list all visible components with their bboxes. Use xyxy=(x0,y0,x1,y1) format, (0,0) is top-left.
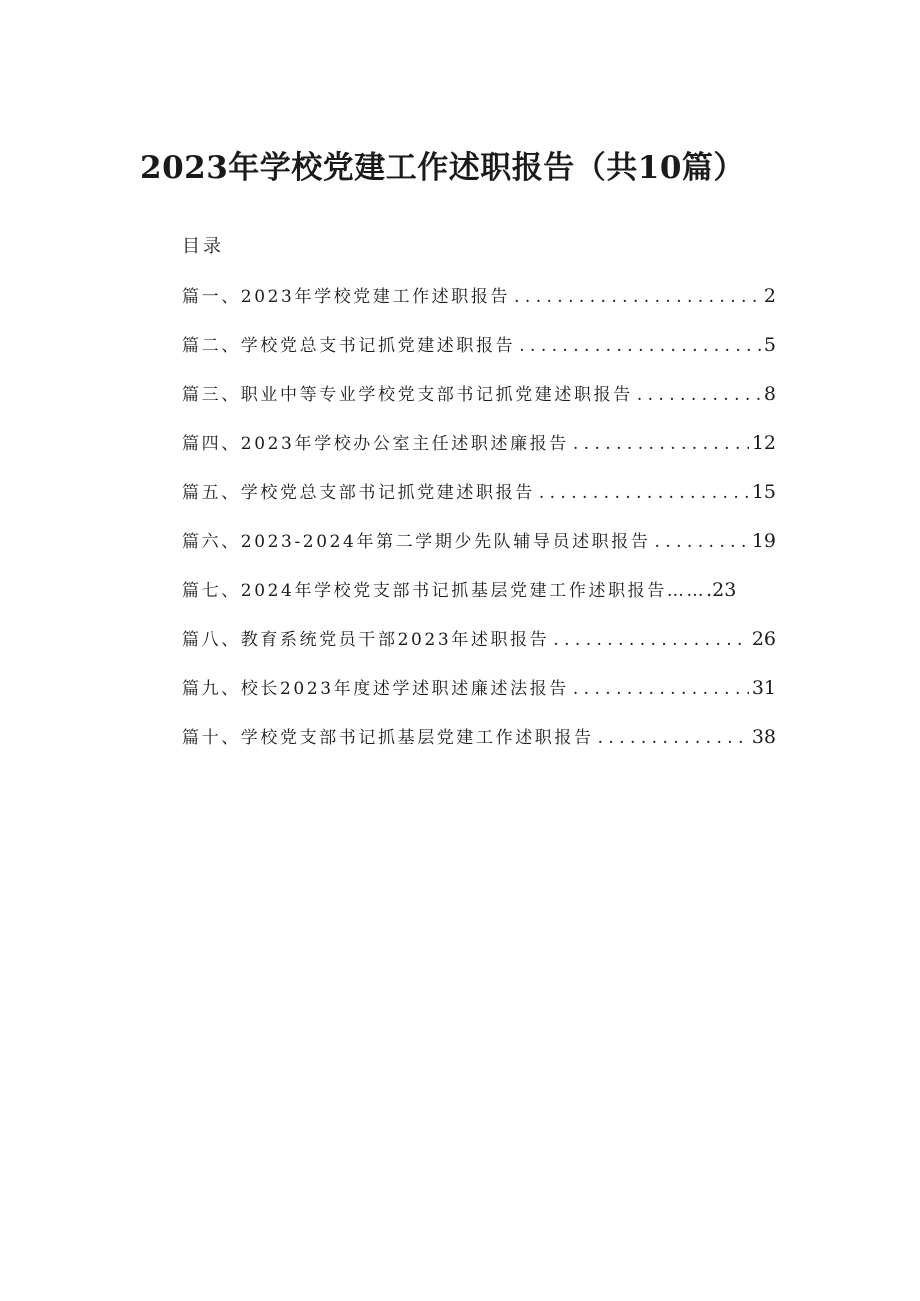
toc-entry-label: 篇六、2023-2024年第二学期少先队辅导员述职报告 xyxy=(182,532,651,552)
toc-entry[interactable] xyxy=(182,577,776,626)
table-of-contents xyxy=(182,283,776,773)
toc-dot-leader xyxy=(519,333,761,359)
toc-entry-label: 篇一、2023年学校党建工作述职报告 xyxy=(182,287,511,307)
toc-entry-page-number: 38 xyxy=(751,726,776,748)
toc-entry[interactable] xyxy=(182,528,776,577)
toc-dot-leader xyxy=(654,529,748,555)
toc-entry[interactable] xyxy=(182,283,776,332)
toc-dot-leader xyxy=(598,725,749,751)
toc-entry-page-number: 15 xyxy=(751,481,776,503)
toc-entry[interactable] xyxy=(182,626,776,675)
document-title: 2023年学校党建工作述职报告（共10篇） xyxy=(140,150,745,186)
toc-entry-page-number: 5 xyxy=(763,334,776,356)
toc-entry-label: 篇二、学校党总支书记抓党建述职报告 xyxy=(182,336,516,356)
toc-dot-leader xyxy=(573,676,749,702)
toc-entry-label: 篇八、教育系统党员干部2023年述职报告 xyxy=(182,630,550,650)
toc-dot-leader xyxy=(514,284,761,310)
toc-entry-page-number: 26 xyxy=(751,628,776,650)
toc-entry-label: 篇九、校长2023年度述学述职述廉述法报告 xyxy=(182,679,569,699)
toc-entry-page-number: .23 xyxy=(706,579,737,601)
toc-entry[interactable] xyxy=(182,381,776,430)
toc-entry-page-number: 12 xyxy=(751,432,776,454)
toc-entry[interactable] xyxy=(182,675,776,724)
toc-entry[interactable] xyxy=(182,479,776,528)
toc-dot-leader xyxy=(637,382,761,408)
toc-entry-label: 篇十、学校党支部书记抓基层党建工作述职报告 xyxy=(182,728,594,748)
toc-entry[interactable] xyxy=(182,724,776,773)
toc-entry-label: 篇四、2023年学校办公室主任述职述廉报告 xyxy=(182,434,569,454)
toc-entry-page-number: 31 xyxy=(751,677,776,699)
toc-dot-leader xyxy=(573,431,749,457)
toc-entry-page-number: 8 xyxy=(763,383,776,405)
toc-heading: 目录 xyxy=(182,236,224,257)
toc-entry-label: 篇三、职业中等专业学校党支部书记抓党建述职报告 xyxy=(182,385,633,405)
toc-dot-leader xyxy=(553,627,749,653)
toc-dot-leader xyxy=(539,480,749,506)
toc-entry-page-number: 2 xyxy=(763,285,776,307)
toc-entry[interactable] xyxy=(182,332,776,381)
toc-entry-page-number: 19 xyxy=(751,530,776,552)
toc-entry-label: 篇七、2024年学校党支部书记抓基层党建工作述职报告…… xyxy=(182,581,707,601)
toc-entry[interactable] xyxy=(182,430,776,479)
toc-entry-label: 篇五、学校党总支部书记抓党建述职报告 xyxy=(182,483,535,503)
